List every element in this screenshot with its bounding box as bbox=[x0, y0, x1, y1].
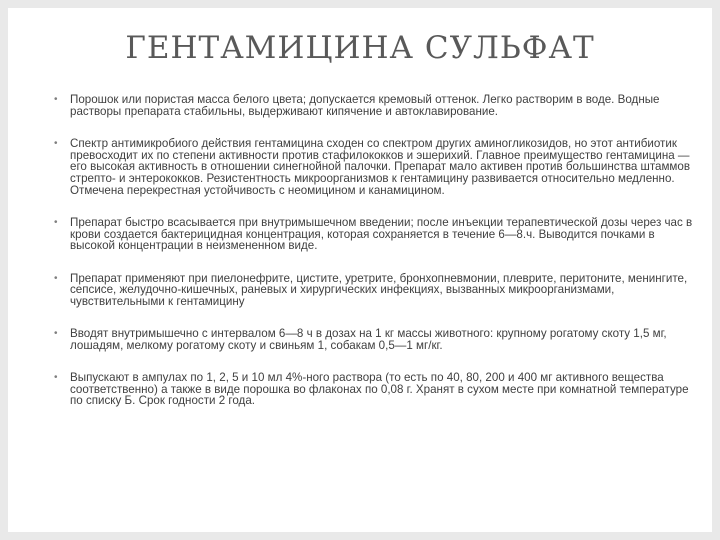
bullet-dot-icon: • bbox=[54, 328, 58, 340]
bullet-text: Препарат быстро всасывается при внутримышечном введении; после инъекции терапевтической дозы через час в крови создается бактерицидная концентрация, которая сохраняется в течение 6—8.ч. Выводится почками в высокой концентрации в неизмененном виде. bbox=[70, 215, 693, 253]
slide bbox=[8, 8, 712, 532]
bullet-item bbox=[54, 94, 700, 117]
bullet-text: Препарат применяют при пиелонефрите, цистите, уретрите, бронхопневмонии, плеврите, перитоните, менингите, сепсисе, желудочно-кишечных, раневых и хирургических инфекциях, вызванных микроорганизмами, чувствительными к гентамицину bbox=[70, 271, 688, 308]
bullet-item bbox=[54, 273, 700, 308]
bullet-item bbox=[54, 217, 700, 252]
bullet-list bbox=[54, 94, 700, 428]
bullet-item bbox=[54, 328, 700, 351]
bullet-item bbox=[54, 138, 700, 197]
bullet-item bbox=[54, 372, 700, 407]
bullet-dot-icon: • bbox=[54, 216, 58, 228]
bullet-dot-icon: • bbox=[54, 137, 58, 149]
bullet-text: Порошок или пористая масса белого цвета; допускается кремовый оттенок. Легко растворим в воде. Водные растворы препарата стабильны, выдерживают кипячение и автоклавирование. bbox=[70, 93, 660, 118]
bullet-text: Вводят внутримышечно с интервалом 6—8 ч в дозах на 1 кг массы животного: крупному рогатому скоту 1,5 мг, лошадям, мелкому рогатому скоту и свиньям 1, собакам 0,5—1 мг/кг. bbox=[70, 327, 667, 352]
bullet-dot-icon: • bbox=[54, 272, 58, 284]
slide-title: ГЕНТАМИЦИНА СУЛЬФАТ bbox=[125, 30, 595, 66]
bullet-text: Выпускают в ампулах по 1, 2, 5 и 10 мл 4%-ного раствора (то есть по 40, 80, 200 и 400 мг активного вещества соответственно) а также в виде порошка во флаконах по 0,08 г. Хранят в сухом месте при комнатной температуре по списку Б. Срок годности 2 года. bbox=[70, 371, 689, 408]
bullet-text: Спектр антимикробиого действия гентамицина сходен со спектром других аминогликозидов, но этот антибиотик превосходит их по степени активности против стафилококков и эшерихий. Главное преимущество гентамицина — его высокая активность в отношении синегнойной палочки. Препарат мало активен против большинства штаммов стрепто- и энтерококков. Резистентность микроорганизмов к гентамицину развивается относительно медленно. Отмечена перекрестная устойчивость с неомицином и канамицином. bbox=[70, 136, 691, 197]
bullet-dot-icon: • bbox=[54, 372, 58, 384]
bullet-dot-icon: • bbox=[54, 94, 58, 105]
